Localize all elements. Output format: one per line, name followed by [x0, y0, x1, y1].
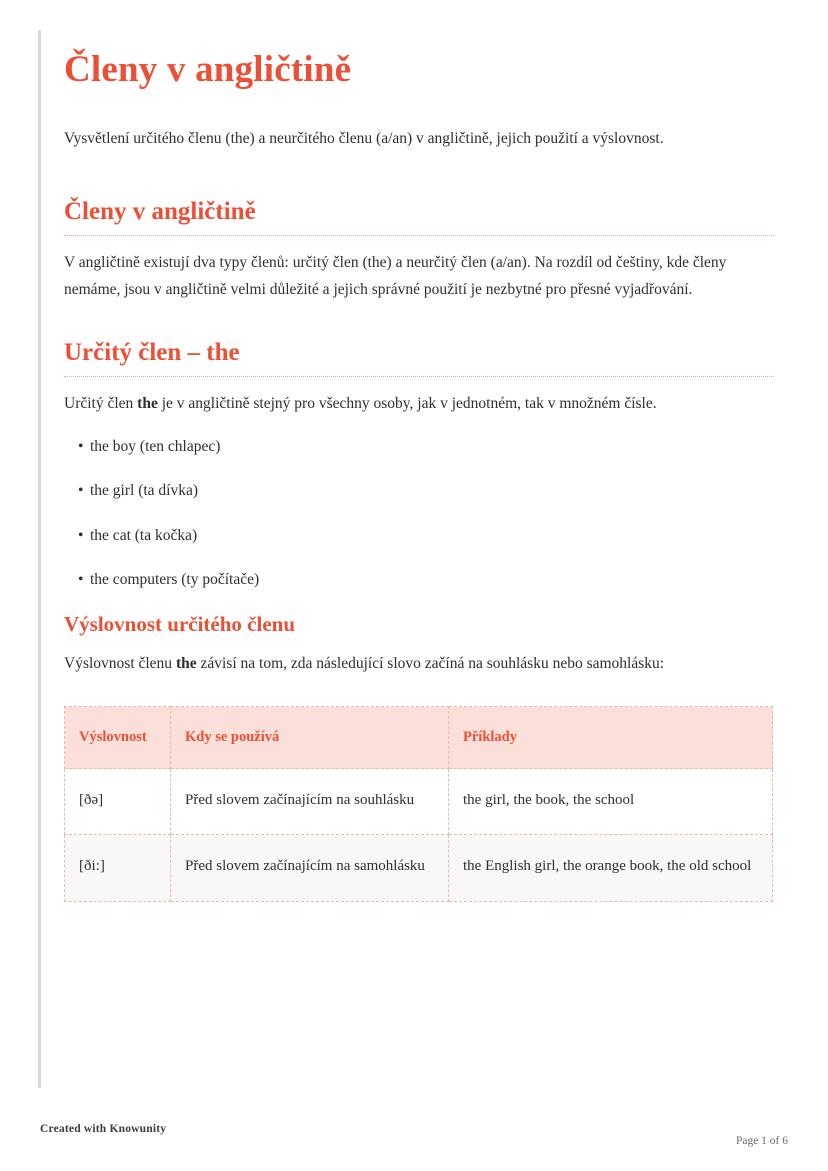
list-item: • the girl (ta dívka) [64, 479, 774, 502]
table-cell-pronunciation: [ði:] [65, 835, 171, 901]
list-item: • the cat (ta kočka) [64, 524, 774, 547]
table-row [65, 835, 773, 901]
table-header-row [65, 707, 773, 769]
paragraph-text-part2: je v angličtině stejný pro všechny osoby, jak v jednotném, tak v množném čísle. [157, 394, 657, 412]
left-accent-rule [38, 30, 41, 1088]
table-cell-pronunciation: [ðə] [65, 769, 171, 835]
table-column-header-examples: Příklady [449, 707, 773, 769]
section-paragraph-clenyvanglictine: V angličtině existují dva typy členů: určitý člen (the) a neurčitý člen (a/an). Na rozdíl od češtiny, kde členy nemáme, jsou v angličtině velmi důležité a jejich správné použití je nezbytné pro přesné vyjadřování. [64, 254, 727, 298]
paragraph-text-part2: závisí na tom, zda následující slovo začíná na souhlásku nebo samohlásku: [196, 655, 665, 673]
section-heading-urcity-clen: Určitý člen – the [64, 338, 774, 377]
section-heading-clenyvanglictine: Členy v angličtině [64, 197, 774, 236]
table-column-header-usage: Kdy se používá [171, 707, 449, 769]
table-cell-usage: Před slovem začínajícím na samohlásku [171, 835, 449, 901]
paragraph-text-part1: Výslovnost členu [64, 655, 176, 673]
document-content [64, 48, 774, 902]
table-body [65, 769, 773, 902]
page-title: Členy v angličtině [64, 49, 352, 90]
paragraph-text-part1: Určitý člen [64, 394, 138, 412]
list-item: • the boy (ten chlapec) [64, 435, 774, 458]
page-footer [0, 1107, 828, 1171]
spacer [64, 304, 774, 338]
document-summary: Vysvětlení určitého členu (the) a neurčitého členu (a/an) v angličtině, jejich použití a výslovnost. [64, 129, 664, 147]
paragraph-bold-the: the [175, 655, 197, 673]
subsection-heading-vyslovnost: Výslovnost určitého členu [64, 612, 295, 637]
paragraph-bold-the: the [137, 394, 158, 412]
examples-list [64, 435, 774, 591]
subsection-paragraph-vyslovnost [64, 651, 774, 678]
footer-branding: Created with Knowunity [40, 1123, 167, 1135]
section-paragraph-urcity-clen [64, 391, 774, 418]
table-cell-examples: the girl, the book, the school [449, 769, 773, 835]
table-row [65, 769, 773, 835]
pronunciation-table [64, 706, 773, 902]
table-header [65, 707, 773, 769]
table-column-header-pronunciation: Výslovnost [65, 707, 171, 769]
list-item: • the computers (ty počítače) [64, 568, 774, 591]
footer-page-number: Page 1 of 6 [735, 1135, 788, 1147]
table-cell-examples: the English girl, the orange book, the old school [449, 835, 773, 901]
table-cell-usage: Před slovem začínajícím na souhlásku [171, 769, 449, 835]
